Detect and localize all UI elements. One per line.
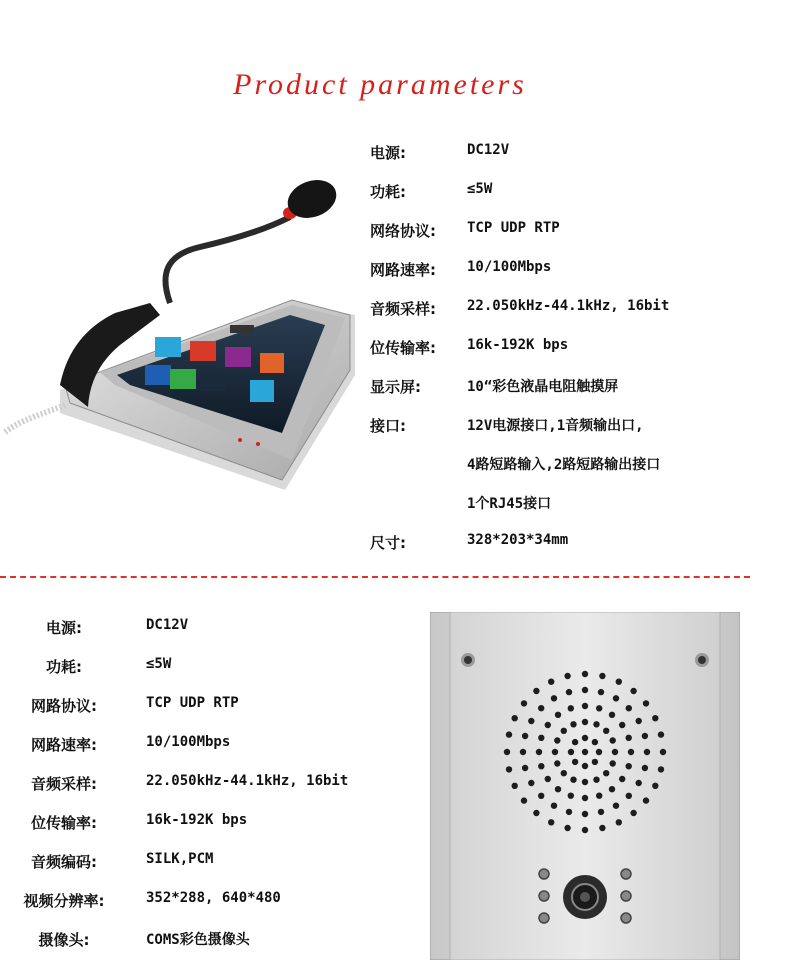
- speaker-hole: [636, 718, 642, 724]
- speaker-hole: [533, 810, 539, 816]
- speaker-hole: [642, 765, 648, 771]
- speaker-hole: [593, 721, 599, 727]
- speaker-hole: [570, 721, 576, 727]
- spec-value: 16k-192K bps: [146, 812, 248, 828]
- speaker-hole: [596, 749, 602, 755]
- spec-value: COMS彩色摄像头: [146, 932, 250, 948]
- paging-console-image: [0, 175, 360, 505]
- speaker-hole: [630, 810, 636, 816]
- speaker-hole: [536, 749, 542, 755]
- speaker-hole: [643, 700, 649, 706]
- speaker-hole: [626, 735, 632, 741]
- spec-value: 12V电源接口,1音频输出口,: [467, 418, 644, 434]
- spec-value: 16k-192K bps: [467, 337, 569, 353]
- speaker-hole: [522, 765, 528, 771]
- speaker-hole: [609, 786, 615, 792]
- speaker-hole: [572, 759, 578, 765]
- speaker-hole: [582, 795, 588, 801]
- speaker-hole: [582, 735, 588, 741]
- spec-value: 10“彩色液晶电阻触摸屏: [467, 379, 619, 395]
- speaker-hole: [603, 770, 609, 776]
- speaker-hole: [619, 776, 625, 782]
- spec-label: 位传输率:: [31, 814, 97, 832]
- speaker-hole: [626, 763, 632, 769]
- speaker-hole: [533, 688, 539, 694]
- speaker-hole: [570, 777, 576, 783]
- speaker-hole: [555, 786, 561, 792]
- speaker-hole: [582, 779, 588, 785]
- speaker-hole: [572, 739, 578, 745]
- spec-label: 功耗:: [370, 183, 406, 201]
- speaker-hole: [616, 679, 622, 685]
- spec-value: 352*288, 640*480: [146, 890, 281, 906]
- speaker-hole: [561, 728, 567, 734]
- speaker-hole: [660, 749, 666, 755]
- speaker-hole: [566, 809, 572, 815]
- speaker-hole: [626, 793, 632, 799]
- speaker-hole: [644, 749, 650, 755]
- speaker-hole: [506, 731, 512, 737]
- speaker-hole: [551, 695, 557, 701]
- spec-label: 接口:: [370, 417, 406, 435]
- speaker-hole: [612, 749, 618, 755]
- spec-value: 22.050kHz-44.1kHz, 16bit: [467, 298, 670, 314]
- speaker-hole: [596, 705, 602, 711]
- speaker-hole: [552, 749, 558, 755]
- spec-label: 电源:: [46, 619, 82, 637]
- speaker-hole: [603, 728, 609, 734]
- speaker-hole: [592, 739, 598, 745]
- spec-value: 328*203*34mm: [467, 532, 569, 548]
- speaker-hole: [630, 688, 636, 694]
- spec-label: 显示屏:: [370, 378, 421, 396]
- spec-label: 尺寸:: [370, 534, 406, 552]
- spec-label: 视频分辨率:: [23, 892, 105, 910]
- speaker-hole: [658, 766, 664, 772]
- speaker-hole: [522, 733, 528, 739]
- speaker-hole: [538, 735, 544, 741]
- speaker-hole: [599, 673, 605, 679]
- speaker-hole: [548, 679, 554, 685]
- speaker-hole: [610, 760, 616, 766]
- spec-label: 网络协议:: [370, 222, 436, 240]
- speaker-hole: [561, 770, 567, 776]
- speaker-hole: [520, 749, 526, 755]
- spec-list-top: [370, 142, 790, 562]
- speaker-hole: [582, 687, 588, 693]
- spec-value: ≤5W: [146, 656, 172, 672]
- speaker-hole: [598, 809, 604, 815]
- speaker-hole: [610, 737, 616, 743]
- spec-label: 音频采样:: [31, 775, 97, 793]
- speaker-hole: [582, 749, 588, 755]
- speaker-hole: [555, 712, 561, 718]
- page-title: Product parameters: [233, 68, 527, 101]
- spec-label: 音频采样:: [370, 300, 436, 318]
- speaker-hole: [551, 803, 557, 809]
- speaker-hole: [658, 731, 664, 737]
- speaker-hole: [582, 703, 588, 709]
- speaker-hole: [554, 760, 560, 766]
- spec-value: SILK,PCM: [146, 851, 214, 867]
- speaker-hole: [506, 766, 512, 772]
- spec-label: 功耗:: [46, 658, 82, 676]
- speaker-hole: [609, 712, 615, 718]
- speaker-hole: [566, 689, 572, 695]
- speaker-hole: [599, 825, 605, 831]
- speaker-hole: [582, 671, 588, 677]
- spec-value: 10/100Mbps: [467, 259, 552, 275]
- speaker-hole: [528, 718, 534, 724]
- speaker-hole: [564, 673, 570, 679]
- spec-value: 10/100Mbps: [146, 734, 231, 750]
- speaker-hole: [545, 776, 551, 782]
- speaker-hole: [538, 793, 544, 799]
- speaker-hole: [521, 700, 527, 706]
- speaker-hole: [548, 819, 554, 825]
- spec-value: ≤5W: [467, 181, 493, 197]
- speaker-hole: [593, 777, 599, 783]
- spec-value: TCP UDP RTP: [467, 220, 560, 236]
- speaker-hole: [538, 763, 544, 769]
- spec-label: 位传输率:: [370, 339, 436, 357]
- speaker-hole: [538, 705, 544, 711]
- speaker-hole: [582, 811, 588, 817]
- spec-value: 4路短路输入,2路短路输出接口: [467, 457, 661, 473]
- spec-label: 摄像头:: [38, 931, 90, 949]
- speaker-hole: [596, 793, 602, 799]
- speaker-hole: [642, 733, 648, 739]
- spec-label: 网路速率:: [31, 736, 97, 754]
- spec-value: TCP UDP RTP: [146, 695, 239, 711]
- spec-label: 网路协议:: [31, 697, 97, 715]
- speaker-hole: [652, 783, 658, 789]
- speaker-hole: [568, 705, 574, 711]
- speaker-hole: [568, 749, 574, 755]
- speaker-hole: [628, 749, 634, 755]
- intercom-panel-image: [430, 612, 740, 960]
- spec-label: 网路速率:: [370, 261, 436, 279]
- speaker-hole: [598, 689, 604, 695]
- spec-label: 音频编码:: [31, 853, 97, 871]
- speaker-hole: [564, 825, 570, 831]
- speaker-hole: [616, 819, 622, 825]
- section-divider: [0, 576, 750, 578]
- spec-value: DC12V: [467, 142, 510, 158]
- spec-value: DC12V: [146, 617, 189, 633]
- speaker-hole: [636, 780, 642, 786]
- speaker-hole: [568, 793, 574, 799]
- speaker-hole: [504, 749, 510, 755]
- speaker-hole: [582, 827, 588, 833]
- spec-value: 1个RJ45接口: [467, 496, 552, 512]
- speaker-hole: [626, 705, 632, 711]
- speaker-hole: [582, 763, 588, 769]
- spec-label: 电源:: [370, 144, 406, 162]
- speaker-hole: [554, 737, 560, 743]
- speaker-hole: [652, 715, 658, 721]
- speaker-hole: [619, 722, 625, 728]
- speaker-hole: [512, 715, 518, 721]
- speaker-hole: [592, 759, 598, 765]
- spec-list-bottom: [0, 617, 420, 957]
- speaker-hole: [521, 797, 527, 803]
- speaker-hole: [545, 722, 551, 728]
- speaker-hole: [613, 803, 619, 809]
- spec-value: 22.050kHz-44.1kHz, 16bit: [146, 773, 349, 789]
- speaker-hole: [643, 797, 649, 803]
- speaker-hole: [528, 780, 534, 786]
- speaker-hole: [613, 695, 619, 701]
- speaker-hole: [512, 783, 518, 789]
- speaker-hole: [582, 719, 588, 725]
